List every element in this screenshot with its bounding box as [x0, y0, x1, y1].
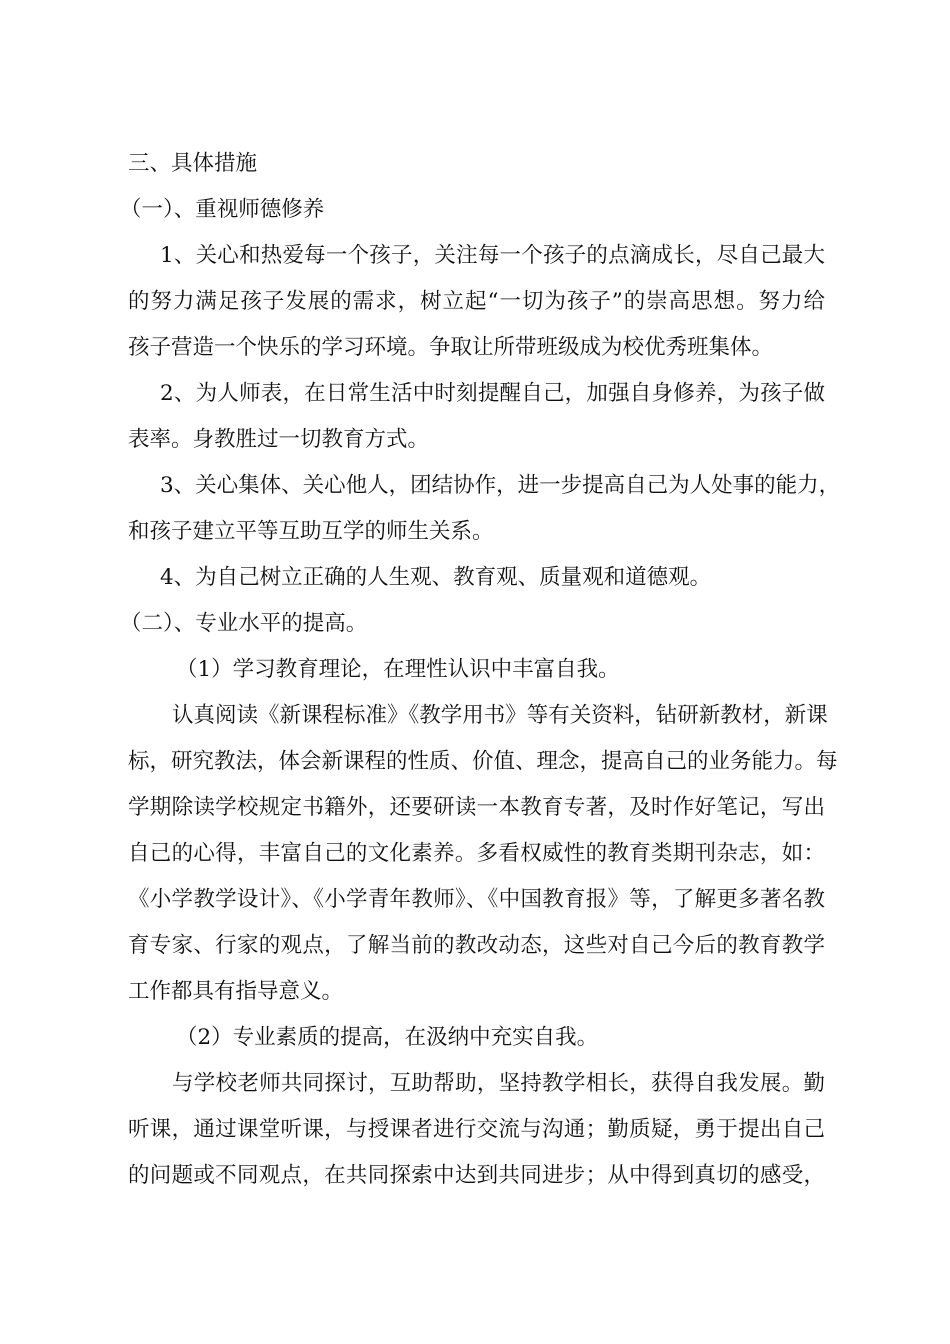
- paragraph-line: 《小学教学设计》、《小学青年教师》、《中国教育报》等，了解更多著名教: [128, 887, 825, 912]
- paragraph-line: 认真阅读《新课程标准》《教学用书》等有关资料，钻研新教材，新课: [172, 703, 828, 728]
- paragraph-line: 听课，通过课堂听课，与授课者进行交流与沟通；勤质疑，勇于提出自己: [128, 1117, 825, 1142]
- paragraph-line: 2、为人师表，在日常生活中时刻提醒自己，加强自身修养，为孩子做: [160, 381, 825, 406]
- subsection-heading-2: （二）、专业水平的提高。: [120, 611, 368, 636]
- sub-item-heading-2: （2）专业素质的提高，在汲纳中充实自我。: [176, 1025, 599, 1050]
- paragraph-line: 1、关心和热爱每一个孩子，关注每一个孩子的点滴成长，尽自己最大: [160, 243, 825, 268]
- paragraph-line: 的努力满足孩子发展的需求，树立起“一切为孩子”的崇高思想。努力给: [128, 289, 825, 314]
- paragraph-line: 和孩子建立平等互助互学的师生关系。: [128, 519, 494, 544]
- paragraph-line: 标，研究教法，体会新课程的性质、价值、理念，提高自己的业务能力。每: [128, 749, 838, 774]
- paragraph-line: 3、关心集体、关心他人，团结协作，进一步提高自己为人处事的能力，: [160, 473, 841, 498]
- sub-item-heading-1: （1）学习教育理论，在理性认识中丰富自我。: [176, 657, 620, 682]
- subsection-heading-1: （一）、重视师德修养: [120, 197, 325, 222]
- paragraph-line: 的问题或不同观点，在共同探索中达到共同进步；从中得到真切的感受，: [128, 1163, 825, 1188]
- paragraph-line: 孩子营造一个快乐的学习环境。争取让所带班级成为校优秀班集体。: [128, 335, 774, 360]
- paragraph-line: 表率。身教胜过一切教育方式。: [128, 427, 430, 452]
- section-heading-3: 三、具体措施: [128, 151, 258, 176]
- paragraph-line: 4、为自己树立正确的人生观、教育观、质量观和道德观。: [160, 565, 712, 590]
- paragraph-line: 育专家、行家的观点，了解当前的教改动态，这些对自己今后的教育教学: [128, 933, 825, 958]
- paragraph-line: 与学校老师共同探讨，互助帮助，坚持教学相长，获得自我发展。勤: [172, 1071, 825, 1096]
- paragraph-line: 工作都具有指导意义。: [128, 979, 344, 1004]
- paragraph-line: 自己的心得，丰富自己的文化素养。多看权威性的教育类期刊杂志，如：: [128, 841, 825, 866]
- paragraph-line: 学期除读学校规定书籍外，还要研读一本教育专著，及时作好笔记，写出: [128, 795, 825, 820]
